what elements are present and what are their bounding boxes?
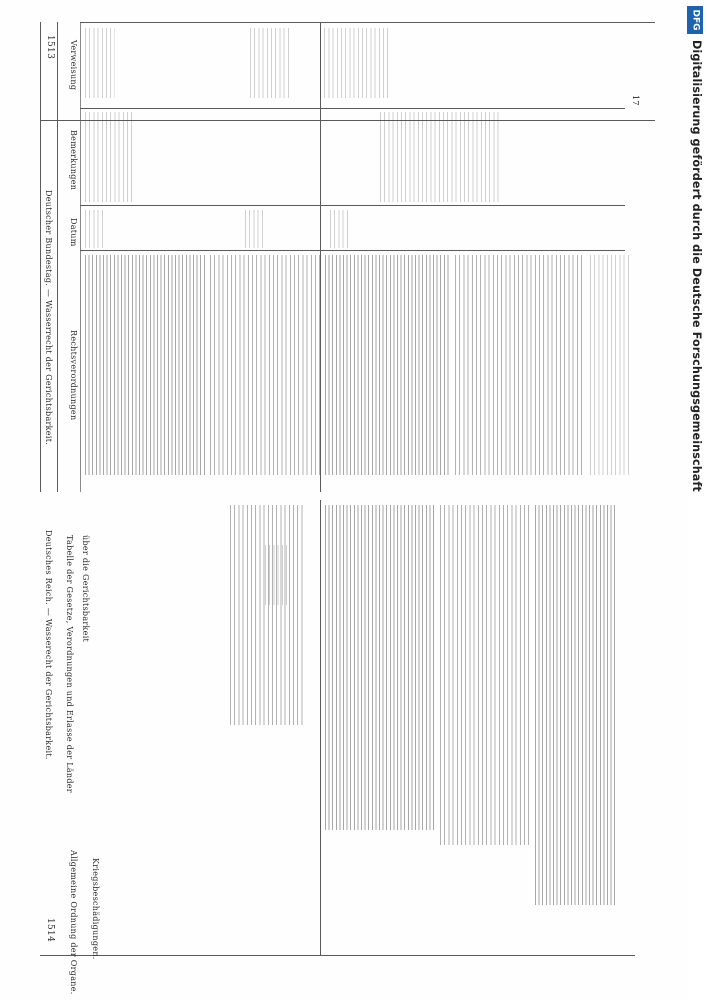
- left-table-col-rule-1: [57, 22, 58, 492]
- right-body-text-block-2: [210, 255, 320, 475]
- left-col-main-heading-2: über die Gerichtsbarkeit: [81, 535, 90, 643]
- right-notes-block-2: [380, 112, 500, 202]
- right-body-text-block-3: [325, 255, 450, 475]
- left-table-top-rule: [40, 22, 41, 492]
- dfg-notice: Digitalisierung gefördert durch die Deutsche Forschungsgemeinschaft: [690, 40, 703, 492]
- right-col-notes-heading: Bemerkungen: [69, 130, 78, 191]
- folio-number: 17: [631, 95, 640, 106]
- right-ref-block-1: [85, 28, 115, 98]
- right-body-text-block-5: [590, 255, 630, 475]
- left-page-number: 1514: [45, 918, 55, 943]
- center-rule-lower: [320, 500, 321, 955]
- right-table-col-rule-a: [80, 250, 625, 251]
- left-table-col-rule-2: [80, 22, 81, 492]
- right-running-head: Deutscher Bundestag. — Wasserrecht der Gerichtsbarkeit.: [44, 190, 53, 446]
- right-table-col-rule-c: [80, 108, 625, 109]
- left-body-text-block-4: [535, 505, 615, 905]
- right-table-col-rule-b: [80, 205, 625, 206]
- left-col-organ-heading: Allgemeine Ordnung der Organe.: [69, 850, 78, 995]
- left-body-text-block-5: [265, 545, 290, 605]
- right-body-text-block-4: [455, 255, 585, 475]
- right-page-number: 1513: [45, 35, 55, 60]
- right-table-header-rule: [80, 22, 655, 23]
- right-ref-block-3: [320, 28, 390, 98]
- left-table-bottom-rule: [40, 955, 635, 956]
- left-row-label: Kriegsbeschädigungen.: [91, 858, 100, 960]
- right-date-block-1: [85, 210, 105, 248]
- right-col-main-heading: Rechtsverordnungen: [69, 330, 78, 421]
- left-body-text-block-1: [230, 505, 305, 725]
- left-col-main-heading-1: Tabelle der Gesetze, Verordnungen und Erlasse der Länder: [65, 535, 74, 793]
- right-body-text-block-1: [85, 255, 205, 475]
- dfg-logo: DFG: [687, 6, 703, 34]
- right-date-block-2: [245, 210, 265, 248]
- left-body-text-block-3: [440, 505, 530, 845]
- left-running-head: Deutsches Reich. — Wasserecht der Gerichtsbarkeit.: [44, 530, 53, 760]
- left-body-text-block-2: [325, 505, 435, 830]
- right-notes-block-1: [85, 112, 135, 202]
- right-col-ref-heading: Verweisung: [69, 40, 78, 91]
- right-ref-block-2: [250, 28, 290, 98]
- right-date-block-3: [330, 210, 350, 248]
- right-col-date-heading: Datum: [69, 218, 78, 247]
